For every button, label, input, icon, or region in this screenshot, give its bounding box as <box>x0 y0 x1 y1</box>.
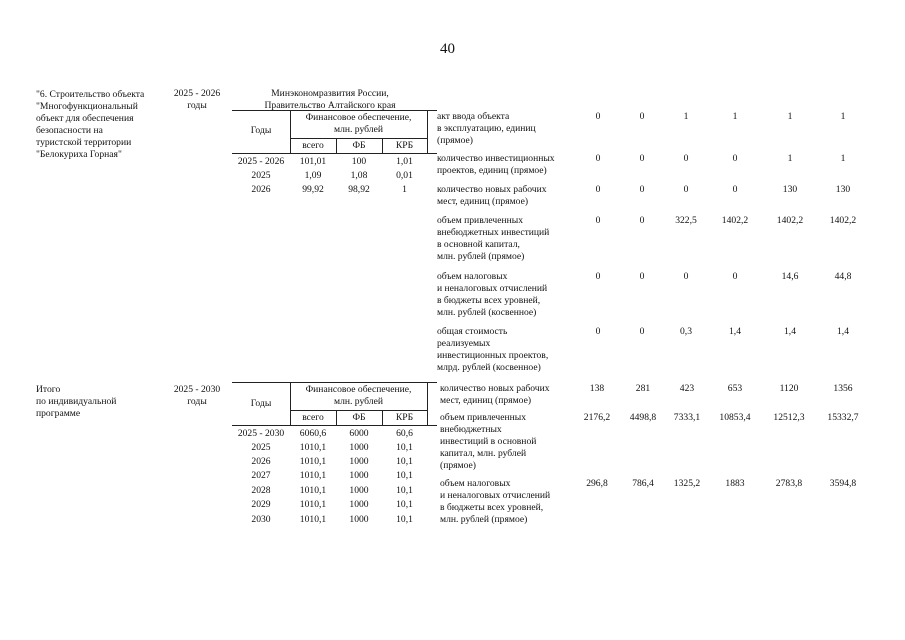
indicator-value: 0 <box>639 215 645 226</box>
indicator-value: 3594,8 <box>829 478 857 489</box>
indicator-value: 0 <box>732 153 738 164</box>
indicator-value: 0 <box>683 271 689 282</box>
fin-year: 2027 <box>251 470 271 481</box>
fin-total: 6060,6 <box>299 428 327 439</box>
fin-fb: 100 <box>351 156 367 167</box>
indicator-value: 130 <box>835 184 851 195</box>
indicator-value: 1120 <box>779 383 799 394</box>
indicator-row <box>437 326 548 374</box>
indicator-value: 44,8 <box>834 271 852 282</box>
indicator-value: 1,4 <box>729 326 741 337</box>
fin-fb: 1000 <box>349 499 369 510</box>
indicator-value: 0 <box>639 111 645 122</box>
fin-krb: 10,1 <box>396 499 413 510</box>
fin-header <box>290 384 427 408</box>
indicator-value: 0 <box>595 215 601 226</box>
indicator-value: 2783,8 <box>775 478 803 489</box>
indicator-label-line: количество инвестиционных <box>437 153 555 164</box>
indicator-label-line: и неналоговых отчислений <box>440 490 551 501</box>
indicator-label-line: мест, единиц (прямое) <box>440 395 532 406</box>
indicator-label-line: млн. рублей (прямое) <box>440 514 528 525</box>
period-line: годы <box>187 396 207 407</box>
executor-line: Правительство Алтайского края <box>264 100 396 111</box>
indicator-value: 0 <box>639 153 645 164</box>
fin-fb: 1,08 <box>350 170 368 181</box>
indicator-value: 4498,8 <box>629 412 657 423</box>
table-rule <box>290 138 427 139</box>
indicator-label-line: инвестиций в основной <box>440 436 537 447</box>
indicator-label-line: акт ввода объекта <box>437 111 510 122</box>
indicator-label-line: млн. рублей (прямое) <box>437 251 525 262</box>
period-line: годы <box>187 100 207 111</box>
indicator-value: 0 <box>595 111 601 122</box>
period-line: 2025 - 2026 <box>173 88 221 99</box>
indicator-label-line: капитал, млн. рублей <box>440 448 527 459</box>
indicator-value: 10853,4 <box>719 412 751 423</box>
subheader-krb: КРБ <box>395 412 414 423</box>
fin-total: 99,92 <box>302 184 324 195</box>
section1-title-line: туристской территории <box>36 137 132 148</box>
indicator-value: 0 <box>595 184 601 195</box>
fin-total: 1010,1 <box>299 499 327 510</box>
fin-krb: 1,01 <box>396 156 413 167</box>
fin-total: 1010,1 <box>299 514 327 525</box>
fin-total: 1010,1 <box>299 470 327 481</box>
indicator-row <box>440 478 550 526</box>
fin-fb: 1000 <box>349 470 369 481</box>
fin-total: 1,09 <box>304 170 322 181</box>
table-rule <box>232 425 437 426</box>
indicator-label-line: объем налоговых <box>437 271 508 282</box>
indicator-row <box>437 184 547 208</box>
indicator-value: 1,4 <box>837 326 849 337</box>
indicator-label-line: в бюджеты всех уровней, <box>437 295 541 306</box>
subheader-total: всего <box>302 412 324 423</box>
section1-period <box>163 88 231 112</box>
indicator-row <box>437 153 555 177</box>
fin-fb: 1000 <box>349 442 369 453</box>
section2-period <box>163 384 231 408</box>
indicator-row <box>440 383 550 407</box>
indicator-label-line: (прямое) <box>440 460 476 471</box>
section1-title <box>36 89 144 161</box>
fin-krb: 60,6 <box>396 428 413 439</box>
indicator-label-line: внебюджетных инвестиций <box>437 227 550 238</box>
section1-title-line: безопасности на <box>36 125 103 136</box>
subheader-total: всего <box>302 140 324 151</box>
section1-title-line: "6. Строительство объекта <box>36 89 145 100</box>
fin-year: 2025 - 2030 <box>237 428 285 439</box>
fin-year: 2025 - 2026 <box>237 156 285 167</box>
indicator-value: 281 <box>635 383 651 394</box>
indicator-label-line: в эксплуатацию, единиц <box>437 123 536 134</box>
subheader-krb: КРБ <box>395 140 414 151</box>
indicator-label-line: проектов, единиц (прямое) <box>437 165 547 176</box>
indicator-value: 0 <box>595 326 601 337</box>
section1-title-line: "Многофункциональный <box>36 101 138 112</box>
fin-year: 2026 <box>251 184 271 195</box>
section2-title-line: программе <box>36 408 81 419</box>
indicator-label-line: внебюджетных <box>440 424 502 435</box>
table-rule <box>427 110 428 153</box>
indicator-value: 12512,3 <box>773 412 805 423</box>
indicator-value: 138 <box>589 383 605 394</box>
indicator-label-line: млн. рублей (косвенное) <box>437 307 537 318</box>
years-header: Годы <box>250 398 272 409</box>
period-line: 2025 - 2030 <box>173 384 221 395</box>
section1-title-line: "Белокуриха Горная" <box>36 149 122 160</box>
indicator-value: 15332,7 <box>827 412 859 423</box>
indicator-label-line: количество новых рабочих <box>440 383 550 394</box>
table-rule <box>290 410 427 411</box>
fin-fb: 6000 <box>349 428 369 439</box>
indicator-label-line: млрд. рублей (косвенное) <box>437 362 541 373</box>
indicator-value: 322,5 <box>675 215 697 226</box>
indicator-label-line: инвестиционных проектов, <box>437 350 549 361</box>
indicator-value: 1,4 <box>784 326 796 337</box>
fin-header-line: млн. рублей <box>334 396 383 407</box>
indicator-value: 1402,2 <box>829 215 857 226</box>
fin-year: 2030 <box>251 514 271 525</box>
fin-total: 1010,1 <box>299 485 327 496</box>
indicator-row <box>440 412 536 472</box>
fin-krb: 10,1 <box>396 514 413 525</box>
indicator-value: 0 <box>639 184 645 195</box>
table-rule <box>232 153 437 154</box>
indicator-row <box>437 215 549 263</box>
fin-total: 101,01 <box>299 156 327 167</box>
section2-title <box>36 384 116 420</box>
fin-header <box>290 112 427 136</box>
table-rule <box>427 382 428 425</box>
section1-executor <box>232 88 428 112</box>
indicator-label-line: мест, единиц (прямое) <box>437 196 529 207</box>
indicator-value: 0 <box>595 153 601 164</box>
indicator-label <box>437 111 536 147</box>
fin-krb: 1 <box>402 184 407 195</box>
indicator-value: 1 <box>840 153 846 164</box>
indicator-value: 0,3 <box>680 326 692 337</box>
executor-line: Минэкономразвития России, <box>271 88 389 99</box>
indicator-value: 1402,2 <box>776 215 804 226</box>
subheader-fb: ФБ <box>352 412 366 423</box>
fin-year: 2029 <box>251 499 271 510</box>
indicator-value: 1883 <box>725 478 745 489</box>
indicator-value: 0 <box>683 153 689 164</box>
fin-krb: 10,1 <box>396 470 413 481</box>
fin-krb: 10,1 <box>396 485 413 496</box>
table-rule <box>232 382 437 383</box>
indicator-label-line: объем налоговых <box>440 478 511 489</box>
indicator-label-line: количество новых рабочих <box>437 184 547 195</box>
section1-title-line: объект для обеспечения <box>36 113 134 124</box>
indicator-value: 130 <box>782 184 798 195</box>
indicator-value: 0 <box>732 271 738 282</box>
fin-header-line: Финансовое обеспечение, <box>305 112 412 123</box>
indicator-value: 1 <box>840 111 846 122</box>
indicator-label-line: в основной капитал, <box>437 239 520 250</box>
indicator-label-line: общая стоимость <box>437 326 508 337</box>
indicator-value: 1 <box>732 111 738 122</box>
indicator-value: 1 <box>683 111 689 122</box>
indicator-value: 14,6 <box>781 271 799 282</box>
indicator-value: 7333,1 <box>673 412 701 423</box>
indicator-value: 1325,2 <box>673 478 701 489</box>
indicator-value: 0 <box>639 326 645 337</box>
fin-year: 2025 <box>251 170 271 181</box>
fin-fb: 1000 <box>349 514 369 525</box>
indicator-value: 0 <box>595 271 601 282</box>
indicator-row <box>437 271 547 319</box>
indicator-value: 1 <box>787 111 793 122</box>
indicator-value: 0 <box>732 184 738 195</box>
table-rule <box>232 110 437 111</box>
indicator-row <box>437 111 536 147</box>
indicator-value: 1402,2 <box>721 215 749 226</box>
fin-year: 2026 <box>251 456 271 467</box>
fin-krb: 10,1 <box>396 456 413 467</box>
fin-year: 2025 <box>251 442 271 453</box>
indicator-value: 0 <box>683 184 689 195</box>
years-header: Годы <box>250 125 272 136</box>
indicator-label-line: объем привлеченных <box>440 412 526 423</box>
indicator-value: 296,8 <box>586 478 608 489</box>
indicator-label-line: в бюджеты всех уровней, <box>440 502 544 513</box>
indicator-value: 2176,2 <box>583 412 611 423</box>
fin-total: 1010,1 <box>299 442 327 453</box>
fin-total: 1010,1 <box>299 456 327 467</box>
indicator-value: 653 <box>727 383 743 394</box>
fin-header-line: млн. рублей <box>334 124 383 135</box>
fin-fb: 1000 <box>349 456 369 467</box>
fin-krb: 0,01 <box>396 170 413 181</box>
fin-krb: 10,1 <box>396 442 413 453</box>
fin-header-line: Финансовое обеспечение, <box>305 384 412 395</box>
section2-title-line: по индивидуальной <box>36 396 117 407</box>
indicator-value: 1 <box>787 153 793 164</box>
indicator-label-line: и неналоговых отчислений <box>437 283 548 294</box>
indicator-value: 0 <box>639 271 645 282</box>
indicator-value: 786,4 <box>632 478 654 489</box>
fin-fb: 1000 <box>349 485 369 496</box>
fin-fb: 98,92 <box>348 184 370 195</box>
page-number: 40 <box>440 41 455 57</box>
fin-year: 2028 <box>251 485 271 496</box>
indicator-label-line: (прямое) <box>437 135 473 146</box>
indicator-label-line: объем привлеченных <box>437 215 523 226</box>
subheader-fb: ФБ <box>352 140 366 151</box>
indicator-value: 423 <box>679 383 695 394</box>
section2-title-line: Итого <box>36 384 61 395</box>
indicator-value: 1356 <box>833 383 853 394</box>
indicator-label-line: реализуемых <box>437 338 491 349</box>
